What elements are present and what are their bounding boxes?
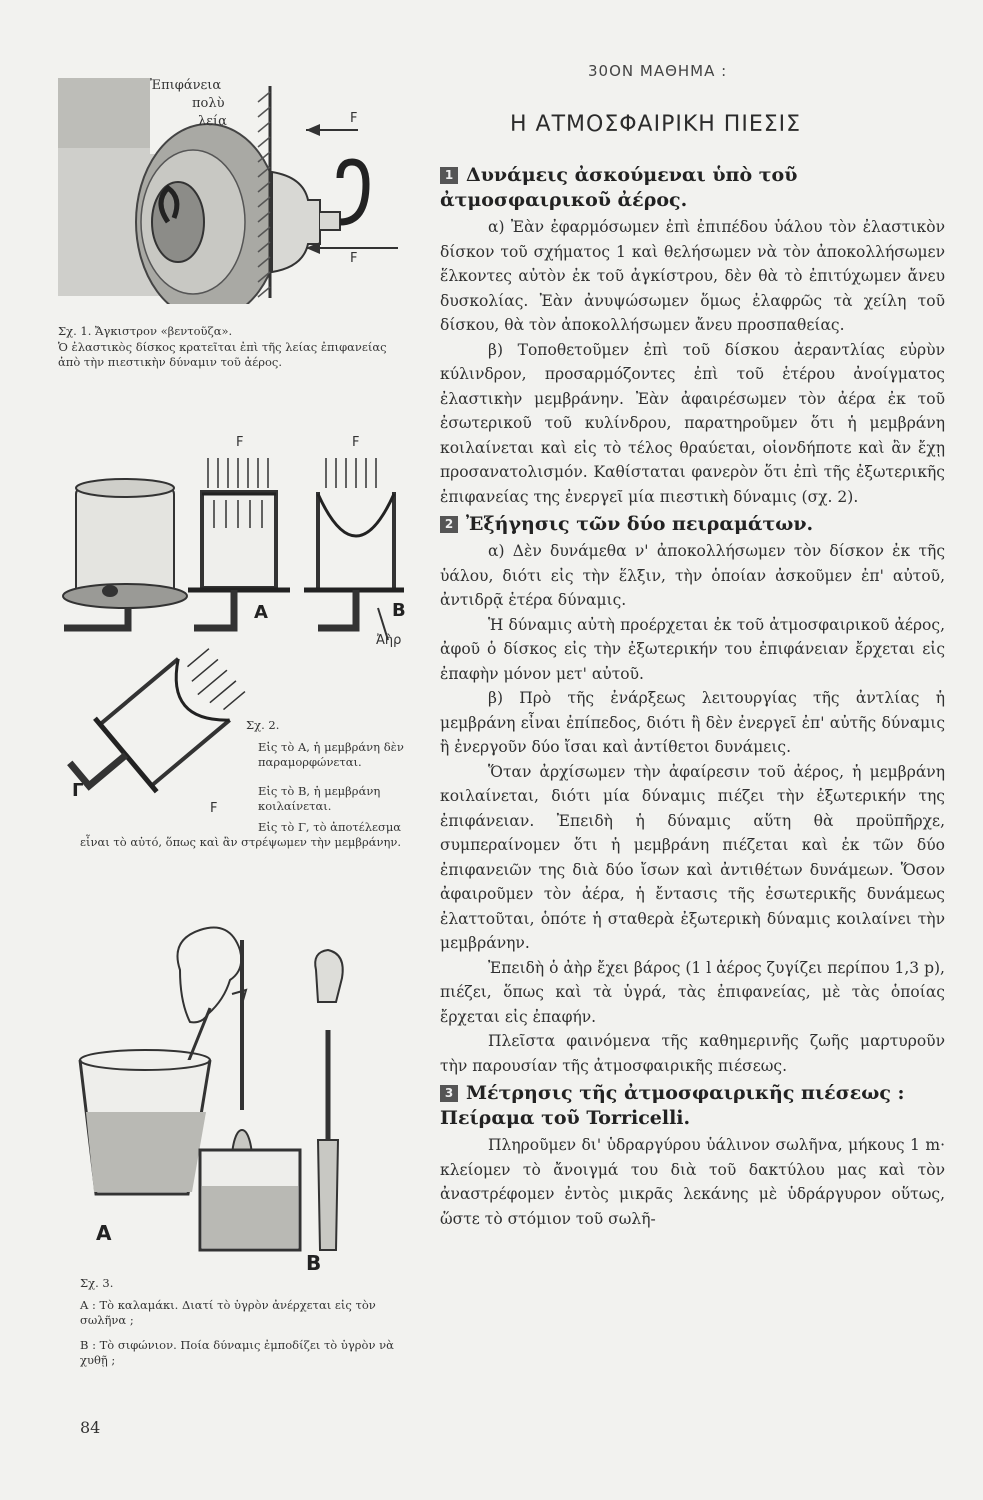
fig1-surface-label-2: πολὺ xyxy=(192,96,225,111)
fig3-caption-a: Α : Τὸ καλαμάκι. Διατί τὸ ὑγρὸν ἀνέρχεται εἰς τὸν σωλῆνα ; xyxy=(80,1298,376,1327)
figure-straw-pipette xyxy=(60,910,420,1280)
fig3-label-a: Α xyxy=(96,1221,112,1245)
section-3-heading xyxy=(440,1081,945,1131)
fig2-caption-a: Εἰς τὸ Α, ἡ μεμβράνη δὲν παραμορφώνεται. xyxy=(258,740,404,769)
fig2-label-g: Γ xyxy=(72,780,84,801)
section-1-heading xyxy=(440,163,945,213)
fig1-surface-label-1: Ἐπιφάνεια xyxy=(150,78,222,93)
fig2-force-g: F xyxy=(210,801,218,816)
section-2-number: 2 xyxy=(440,516,458,533)
section-3-paragraph: Πληροῦμεν δι' ὑδραργύρου ὑάλινον σωλῆνα, μήκους 1 m· κλείομεν τὸ ἄνοιγμά του διὰ τοῦ δακτύλου μας καὶ τὸν ἀναστρέφομεν ἐντὸς μικρᾶς λεκάνης μὲ ὑδράργυρον οὕτως, ὥστε τὸ στόμιον τοῦ σωλῆ- xyxy=(440,1136,945,1228)
page-title: Η ΑΤΜΟΣΦΑΙΡΙΚΗ ΠΙΕΣΙΣ xyxy=(510,112,802,137)
section-2-title: Ἐξήγησις τῶν δύο πειραμάτων. xyxy=(466,513,814,535)
page-number: 84 xyxy=(80,1418,101,1437)
lesson-label: 30ΟΝ ΜΑΘΗΜΑ : xyxy=(588,62,728,80)
fig2-caption-num: Σχ. 2. xyxy=(246,718,280,732)
section-1-number: 1 xyxy=(440,167,458,184)
fig3-caption-num-visible: Σχ. 3. xyxy=(80,1276,114,1290)
fig1-caption-text: Ὁ ἐλαστικὸς δίσκος κρατεῖται ἐπὶ τῆς λείας ἐπιφανείας ἀπὸ τὴν πιεστικὴν δύναμιν τοῦ ἀέρος. xyxy=(58,340,387,369)
section-1-paragraph-b: β) Τοποθετοῦμεν ἐπὶ τοῦ δίσκου ἀεραντλίας εὐρὺν κύλινδρον, προσαρμόζοντες ἐπὶ τοῦ ἑτέρου ἀνοίγματος ἐλαστικὴν μεμβράνην. Ἐὰν ἀφαιρέσωμεν τὸν ἀέρα ἐκ τοῦ ἐσωτερικοῦ τοῦ κυλίνδρου, παρατηροῦμεν ὅτι ἡ μεμβράνη κοιλαίνεται καὶ εἰς τὸ τέλος θραύεται, οἱονδήποτε καὶ ἂν ἔχῃ προσανατολισμόν. Καθίσταται φανερὸν ὅτι ἐπὶ τῆς ἐξωτερικῆς ἐπιφανείας της ἐνεργεῖ μία πιεστικὴ δύναμις (σχ. 2). xyxy=(440,340,945,506)
section-2-paragraph-phenomena: Πλεῖστα φαινόμενα τῆς καθημερινῆς ζωῆς μαρτυροῦν τὴν παρουσίαν τῆς ἀτμοσφαιρικῆς πιέσεως. xyxy=(440,1032,945,1075)
section-2-heading xyxy=(440,512,945,537)
figure-suction-hook xyxy=(58,72,418,304)
section-1-paragraph-a: α) Ἐὰν ἐφαρμόσωμεν ἐπὶ ἐπιπέδου ὑάλου τὸν ἐλαστικὸν δίσκον τοῦ σχήματος 1 καὶ θελήσωμεν νὰ τὸν ἀποκολλήσωμεν ἕλκοντες αὐτὸν ἐκ τοῦ ἀγκίστρου, δὲν θὰ τὸ ἐπιτύχωμεν ἄνευ δυσκολίας. Ἐὰν ἀνυψώσωμεν ὅμως ἐλαφρῶς τὰ χείλη τοῦ δίσκου, θὰ τὸν ἀποκολλήσωμεν ἄνευ προσπαθείας. xyxy=(440,218,945,334)
fig1-force-label-top: F xyxy=(350,111,358,126)
section-2-paragraph-weight: Ἐπειδὴ ὁ ἀὴρ ἔχει βάρος (1 l ἀέρος ζυγίζει περίπου 1,3 p), πιέζει, ὅπως καὶ τὰ ὑγρά, τὰς ἐπιφανείας, μὲ τὰς ὁποίας ἔρχεται εἰς ἐπαφήν. xyxy=(440,958,945,1026)
section-3-title: Μέτρησις τῆς ἀτμοσφαιρικῆς πιέσεως : Πείραμα τοῦ Torricelli. xyxy=(440,1082,905,1129)
section-1-title: Δυνάμεις ἀσκούμεναι ὑπὸ τοῦ ἀτμοσφαιρικοῦ ἀέρος. xyxy=(440,164,798,211)
fig2-caption-b: Εἰς τὸ Β, ἡ μεμβράνη κοιλαίνεται. xyxy=(258,784,381,813)
main-text-column xyxy=(440,160,945,1231)
fig2-air-label: Ἀὴρ xyxy=(376,633,402,648)
section-2-paragraph-a2: Ἡ δύναμις αὐτὴ προέρχεται ἐκ τοῦ ἀτμοσφαιρικοῦ ἀέρος, ἀφοῦ ὁ δίσκος εἰς τὴν ἐξωτερικήν του ἐπιφάνειαν ἔρχεται εἰς ἐπαφὴν μόνον μετ' αὐτοῦ. xyxy=(440,615,945,683)
fig2-force-a: F xyxy=(236,435,244,450)
fig1-surface-label-3: λεία xyxy=(198,114,227,129)
fig2-caption-g: Εἰς τὸ Γ, τὸ ἀποτέλεσμα εἶναι τὸ αὐτό, ὅπως καὶ ἂν στρέψωμεν τὴν μεμβράνην. xyxy=(80,820,402,849)
section-2-paragraph-b: β) Πρὸ τῆς ἐνάρξεως λειτουργίας τῆς ἀντλίας ἡ μεμβράνη εἶναι ἐπίπεδος, διότι ἢ δὲν ἐνεργεῖ ἐπ' αὐτῆς δύναμις ἢ ἐνεργοῦν δύο ἴσαι καὶ ἀντίθετοι δυνάμεις. xyxy=(440,689,945,756)
section-3-number: 3 xyxy=(440,1085,458,1102)
fig3-label-b: Β xyxy=(306,1251,322,1275)
fig3-caption-b: Β : Τὸ σιφώνιον. Ποία δύναμις ἐμποδίζει τὸ ὑγρὸν νὰ χυθῇ ; xyxy=(80,1338,394,1367)
fig1-caption-title: Σχ. 1. Ἄγκιστρον «βεντοῦζα». xyxy=(58,324,233,338)
section-2-paragraph-b2: Ὅταν ἀρχίσωμεν τὴν ἀφαίρεσιν τοῦ ἀέρος, ἡ μεμβράνη κοιλαίνεται, διότι μία δύναμις πιέζει τὴν ἐξωτερικήν της ἐπιφάνειαν. Ἐπειδὴ ἡ δύναμις αὕτη θὰ προϋπῆρχε, συμπεραίνομεν ὅτι ἡ μεμβράνη πιέζεται καὶ ἐκ τῶν δύο ἐπιφανειῶν της διὰ δύο ἴσων καὶ ἀντιθέτων δυνάμεων. Ὅσον ἀφαιροῦμεν τὸν ἀέρα, ἡ ἔντασις τῆς ἐσωτερικῆς δυνάμεως ἐλαττοῦται, ὁπότε ἡ σταθερὰ ἐξωτερικὴ δύναμις κοιλαίνει τὴν μεμβράνην. xyxy=(440,762,945,952)
fig2-force-b: F xyxy=(352,435,360,450)
fig1-force-label-bottom: F xyxy=(350,251,358,266)
fig2-label-a: Α xyxy=(254,602,268,623)
section-2-paragraph-a: α) Δὲν δυνάμεθα ν' ἀποκολλήσωμεν τὸν δίσκον ἐκ τῆς ὑάλου, διότι εἰς τὴν ἕλξιν, τὴν ὁποίαν ἀσκοῦμεν ἐπ' αὐτοῦ, ἀντιδρᾷ ἑτέρα δύναμις. xyxy=(440,542,945,609)
fig2-label-b: Β xyxy=(392,600,406,621)
